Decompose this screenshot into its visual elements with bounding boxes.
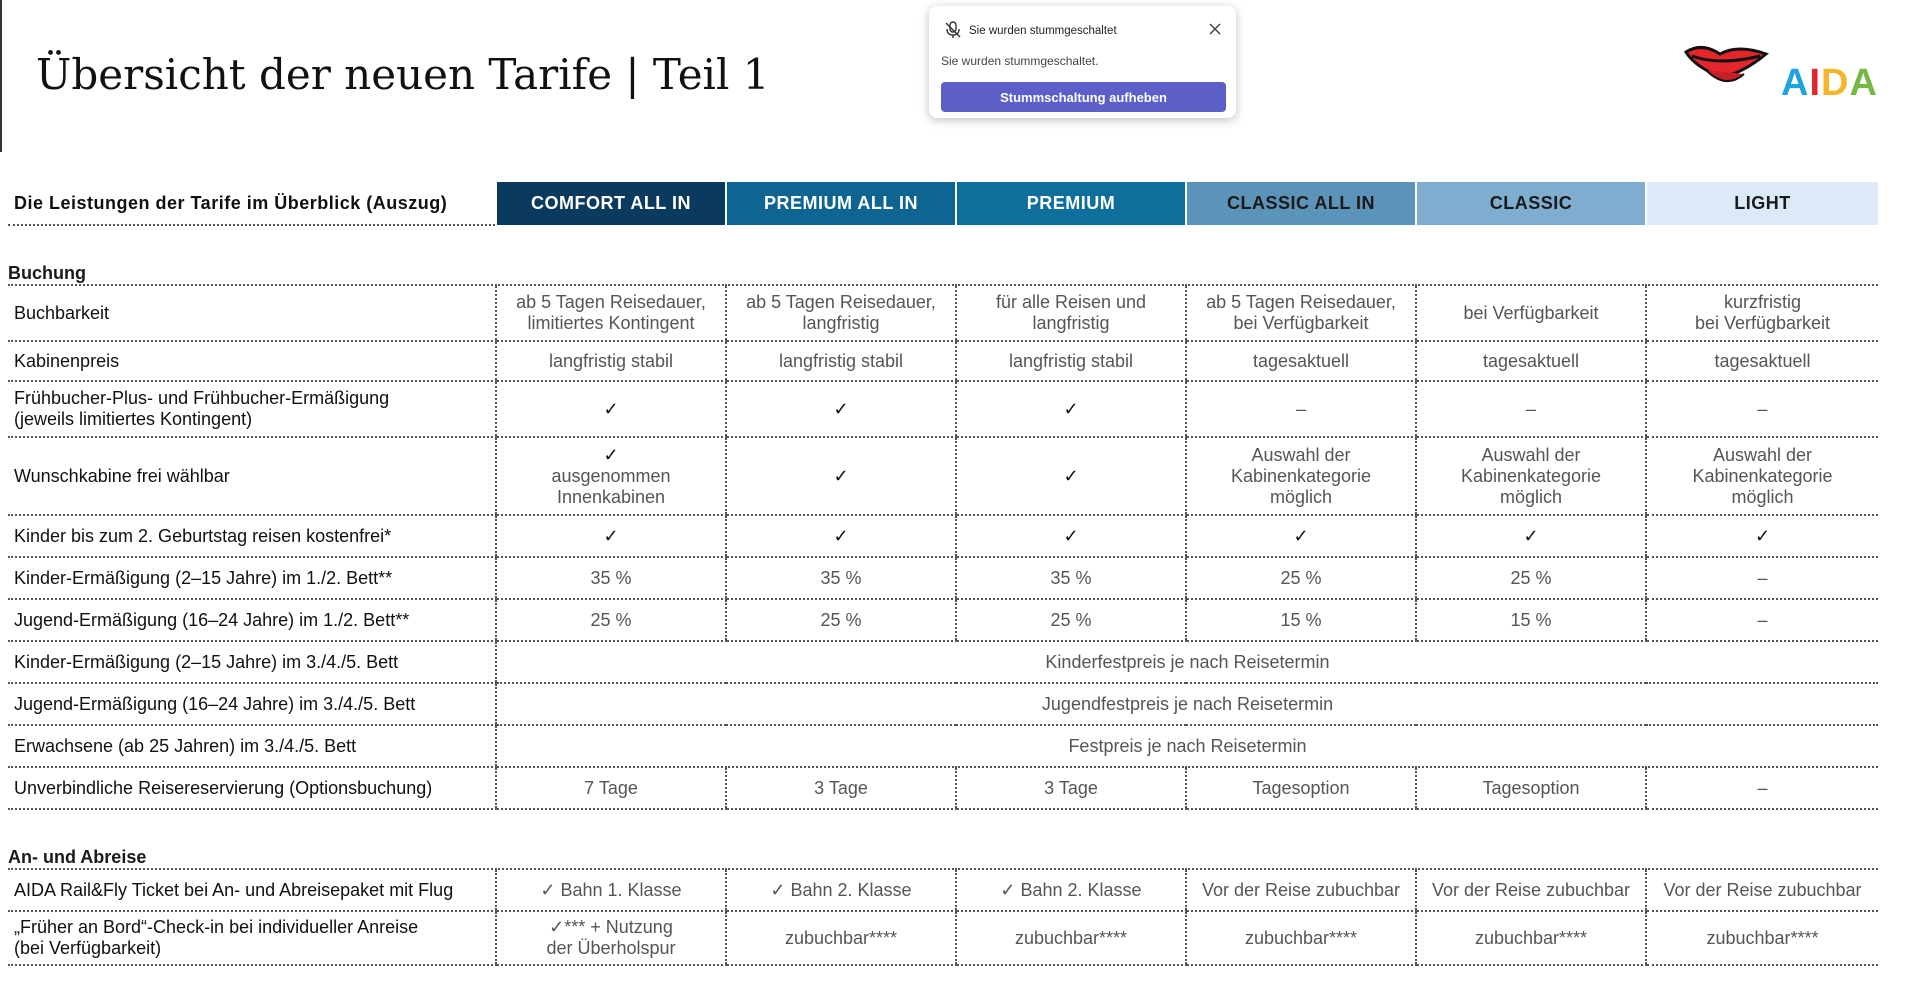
table-cell — [956, 869, 1186, 911]
table-cell — [956, 381, 1186, 437]
row-label — [8, 683, 496, 725]
table-row — [8, 725, 1878, 767]
cell-line: tagesaktuell — [1252, 350, 1350, 371]
table-row — [8, 285, 1878, 341]
cell-line: Kabinenkategorie — [1230, 465, 1372, 486]
table-cell — [1416, 911, 1646, 965]
cell-line: zubuchbar**** — [1014, 927, 1128, 948]
cell-line: kurzfristig — [1723, 292, 1801, 312]
table-cell-span: Kinderfestpreis je nach Reisetermin — [496, 641, 1878, 683]
table-cell — [496, 599, 726, 641]
table-cell — [956, 911, 1186, 965]
row-label-line: Unverbindliche Reisereservierung (Optionsbuchung) — [14, 777, 433, 798]
cell-line: 35 % — [1050, 567, 1092, 588]
tariff-column-header: PREMIUM ALL IN — [726, 182, 956, 225]
checkmark-icon: ✓ — [1063, 398, 1079, 419]
table-cell — [1416, 285, 1646, 341]
row-label-line: „Früher an Bord“-Check-in bei individueller Anreise — [14, 917, 419, 937]
cell-line: Innenkabinen — [556, 486, 666, 507]
cell-line: 3 Tage — [814, 777, 868, 798]
cell-line: zubuchbar**** — [1244, 927, 1358, 948]
aida-logo — [1680, 40, 1890, 110]
cell-line: zubuchbar**** — [784, 927, 898, 948]
row-label-line: Kinder-Ermäßigung (2–15 Jahre) im 3./4./5. Bett — [14, 651, 399, 672]
table-cell — [956, 285, 1186, 341]
table-cell — [1646, 767, 1878, 809]
table-cell — [1646, 381, 1878, 437]
checkmark-icon: ✓ — [1523, 525, 1539, 546]
table-cell — [496, 869, 726, 911]
cell-line: ✓ Bahn 2. Klasse — [770, 879, 912, 900]
cell-line: – — [1525, 398, 1536, 419]
cell-line: Auswahl der — [1251, 444, 1351, 465]
table-row — [8, 911, 1878, 965]
checkmark-icon: ✓ — [1063, 525, 1079, 546]
microphone-muted-icon — [943, 20, 963, 40]
table-cell — [726, 285, 956, 341]
table-cell — [1646, 515, 1878, 557]
cell-line: 7 Tage — [584, 777, 638, 798]
cell-line: ab 5 Tagen Reisedauer, — [516, 292, 706, 312]
row-label — [8, 767, 496, 809]
table-cell — [726, 767, 956, 809]
cell-line: langfristig stabil — [548, 350, 674, 371]
table-row — [8, 641, 1878, 683]
tariff-column-header: LIGHT — [1646, 182, 1878, 225]
row-label — [8, 341, 496, 381]
cell-line: 35 % — [820, 567, 862, 588]
checkmark-icon: ✓ — [603, 525, 619, 546]
table-cell — [726, 437, 956, 515]
cell-line: zubuchbar**** — [1474, 927, 1588, 948]
table-cell — [1186, 515, 1416, 557]
cell-line: Kabinenkategorie — [1460, 465, 1602, 486]
row-label-line: AIDA Rail&Fly Ticket bei An- und Abreisepaket mit Flug — [14, 879, 454, 900]
tariff-column-header: COMFORT ALL IN — [496, 182, 726, 225]
section-row — [8, 225, 1878, 285]
cell-line: bei Verfügbarkeit — [1233, 313, 1369, 333]
table-cell — [1186, 557, 1416, 599]
close-icon[interactable] — [1204, 18, 1226, 40]
table-cell — [1646, 557, 1878, 599]
cell-line: tagesaktuell — [1482, 350, 1580, 371]
table-cell — [1646, 599, 1878, 641]
cell-line: möglich — [1499, 486, 1563, 507]
tariff-table — [8, 182, 1878, 966]
table-row — [8, 599, 1878, 641]
row-label — [8, 515, 496, 557]
cell-line: 25 % — [590, 609, 632, 630]
table-cell — [1416, 437, 1646, 515]
table-cell — [956, 557, 1186, 599]
table-row — [8, 437, 1878, 515]
table-cell — [1186, 911, 1416, 965]
notification-message: Sie wurden stummgeschaltet. — [941, 54, 1099, 68]
row-label — [8, 285, 496, 341]
cell-line: ✓ Bahn 2. Klasse — [1000, 879, 1142, 900]
table-header-label: Die Leistungen der Tarife im Überblick (Auszug) — [8, 182, 496, 225]
table-cell — [496, 341, 726, 381]
mute-notification — [929, 6, 1236, 118]
cell-line: – — [1295, 398, 1306, 419]
table-cell — [1416, 341, 1646, 381]
cell-line: möglich — [1731, 486, 1794, 507]
table-cell — [1416, 557, 1646, 599]
checkmark-icon: ✓ — [603, 444, 619, 465]
cell-line: Auswahl der — [1481, 444, 1581, 465]
cell-line: 15 % — [1510, 609, 1552, 630]
table-cell — [726, 869, 956, 911]
tariff-header-row — [8, 182, 1878, 225]
table-cell — [956, 767, 1186, 809]
cell-line: 15 % — [1280, 609, 1322, 630]
row-label-line: Kabinenpreis — [14, 350, 120, 371]
table-cell — [1186, 437, 1416, 515]
table-cell — [726, 557, 956, 599]
table-cell — [1416, 767, 1646, 809]
aida-lips-icon — [1680, 40, 1790, 110]
row-label — [8, 911, 496, 965]
left-edge-bar — [0, 0, 2, 152]
table-cell — [956, 599, 1186, 641]
table-cell — [496, 437, 726, 515]
table-cell — [1646, 285, 1878, 341]
cell-line: – — [1757, 567, 1768, 588]
row-label-line: Kinder-Ermäßigung (2–15 Jahre) im 1./2. Bett** — [14, 567, 393, 588]
cell-line: Tagesoption — [1252, 777, 1350, 798]
table-cell — [956, 341, 1186, 381]
row-label — [8, 437, 496, 515]
row-label — [8, 599, 496, 641]
row-label-line: (bei Verfügbarkeit) — [14, 938, 162, 958]
table-cell-span: Festpreis je nach Reisetermin — [496, 725, 1878, 767]
tariff-column-header: CLASSIC ALL IN — [1186, 182, 1416, 225]
table-cell — [1186, 341, 1416, 381]
row-label-line: Kinder bis zum 2. Geburtstag reisen kostenfrei* — [14, 525, 392, 546]
table-cell — [496, 515, 726, 557]
table-cell — [1646, 341, 1878, 381]
table-cell — [496, 557, 726, 599]
cell-line: 25 % — [1510, 567, 1552, 588]
cell-line: 3 Tage — [1044, 777, 1098, 798]
row-label-line: Wunschkabine frei wählbar — [14, 465, 230, 486]
table-cell — [1416, 515, 1646, 557]
table-cell — [726, 341, 956, 381]
section-title: Buchung — [8, 225, 1878, 285]
cell-line: ab 5 Tagen Reisedauer, — [1206, 292, 1396, 312]
checkmark-icon: ✓ — [603, 398, 619, 419]
table-cell-span: Jugendfestpreis je nach Reisetermin — [496, 683, 1878, 725]
row-label — [8, 641, 496, 683]
table-cell — [726, 911, 956, 965]
row-label — [8, 381, 496, 437]
cell-line: – — [1757, 609, 1768, 630]
table-row — [8, 341, 1878, 381]
cell-line: Vor der Reise zubuchbar — [1201, 879, 1401, 900]
cell-line: bei Verfügbarkeit — [1694, 313, 1831, 333]
checkmark-icon: ✓ — [1063, 465, 1079, 486]
row-label-line: Frühbucher-Plus- und Frühbucher-Ermäßigung — [14, 388, 390, 408]
table-cell — [1646, 869, 1878, 911]
table-cell — [956, 515, 1186, 557]
cell-line: langfristig stabil — [778, 350, 904, 371]
cell-line: für alle Reisen und — [995, 292, 1147, 312]
table-cell — [1416, 381, 1646, 437]
row-label-line: Jugend-Ermäßigung (16–24 Jahre) im 1./2. Bett** — [14, 609, 410, 630]
cell-line: – — [1757, 777, 1768, 798]
table-cell — [1186, 869, 1416, 911]
cell-line: 35 % — [590, 567, 632, 588]
table-cell — [726, 599, 956, 641]
cell-line: langfristig — [802, 313, 880, 333]
table-cell — [1646, 911, 1878, 965]
table-cell — [956, 437, 1186, 515]
cell-line: Vor der Reise zubuchbar — [1431, 879, 1631, 900]
cell-line: Tagesoption — [1482, 777, 1580, 798]
section-title: An- und Abreise — [8, 809, 1878, 869]
cell-line: Kabinenkategorie — [1692, 465, 1833, 486]
cell-line: langfristig stabil — [1008, 350, 1134, 371]
cell-line: Vor der Reise zubuchbar — [1663, 879, 1862, 900]
checkmark-icon: ✓ — [1754, 525, 1771, 546]
table-cell — [1186, 599, 1416, 641]
table-cell — [726, 515, 956, 557]
table-cell — [1186, 381, 1416, 437]
table-cell — [726, 381, 956, 437]
cell-line: ausgenommen — [551, 465, 671, 486]
row-label-line: Buchbarkeit — [14, 302, 110, 323]
tariff-table-body — [8, 225, 1878, 965]
table-row — [8, 869, 1878, 911]
row-label — [8, 869, 496, 911]
table-cell — [1416, 599, 1646, 641]
cell-line: ✓*** + Nutzung — [549, 917, 673, 937]
cell-line: ab 5 Tagen Reisedauer, — [746, 292, 936, 312]
cell-line: tagesaktuell — [1714, 350, 1811, 371]
cell-line: bei Verfügbarkeit — [1463, 302, 1599, 323]
page-title: Übersicht der neuen Tarife | Teil 1 — [36, 50, 770, 99]
table-row — [8, 683, 1878, 725]
cell-line: möglich — [1269, 486, 1333, 507]
table-cell — [496, 767, 726, 809]
row-label — [8, 557, 496, 599]
row-label — [8, 725, 496, 767]
checkmark-icon: ✓ — [833, 465, 849, 486]
cell-line: 25 % — [1280, 567, 1322, 588]
table-cell — [496, 285, 726, 341]
table-cell — [1416, 869, 1646, 911]
table-cell — [1186, 285, 1416, 341]
cell-line: ✓ Bahn 1. Klasse — [540, 879, 682, 900]
table-cell — [496, 911, 726, 965]
row-label-line: (jeweils limitiertes Kontingent) — [14, 409, 253, 429]
table-row — [8, 557, 1878, 599]
logo-wordmark: AIDA — [1781, 62, 1878, 104]
row-label-line: Jugend-Ermäßigung (16–24 Jahre) im 3./4./5. Bett — [14, 693, 416, 714]
checkmark-icon: ✓ — [833, 398, 849, 419]
table-cell — [1186, 767, 1416, 809]
checkmark-icon: ✓ — [833, 525, 849, 546]
row-label-line: Erwachsene (ab 25 Jahren) im 3./4./5. Bett — [14, 735, 357, 756]
notification-title: Sie wurden stummgeschaltet — [969, 25, 1117, 37]
unmute-button[interactable]: Stummschaltung aufheben — [941, 82, 1226, 112]
cell-line: – — [1757, 398, 1768, 419]
table-cell — [496, 381, 726, 437]
checkmark-icon: ✓ — [1293, 525, 1309, 546]
cell-line: limitiertes Kontingent — [527, 313, 695, 333]
table-cell — [1646, 437, 1878, 515]
cell-line: Auswahl der — [1712, 444, 1813, 465]
cell-line: zubuchbar**** — [1706, 927, 1819, 948]
table-row — [8, 381, 1878, 437]
tariff-column-header: CLASSIC — [1416, 182, 1646, 225]
cell-line: langfristig — [1032, 313, 1110, 333]
cell-line: 25 % — [820, 609, 862, 630]
cell-line: der Überholspur — [546, 938, 676, 958]
tariff-column-header: PREMIUM — [956, 182, 1186, 225]
section-row — [8, 809, 1878, 869]
table-row — [8, 515, 1878, 557]
table-row — [8, 767, 1878, 809]
cell-line: 25 % — [1050, 609, 1092, 630]
